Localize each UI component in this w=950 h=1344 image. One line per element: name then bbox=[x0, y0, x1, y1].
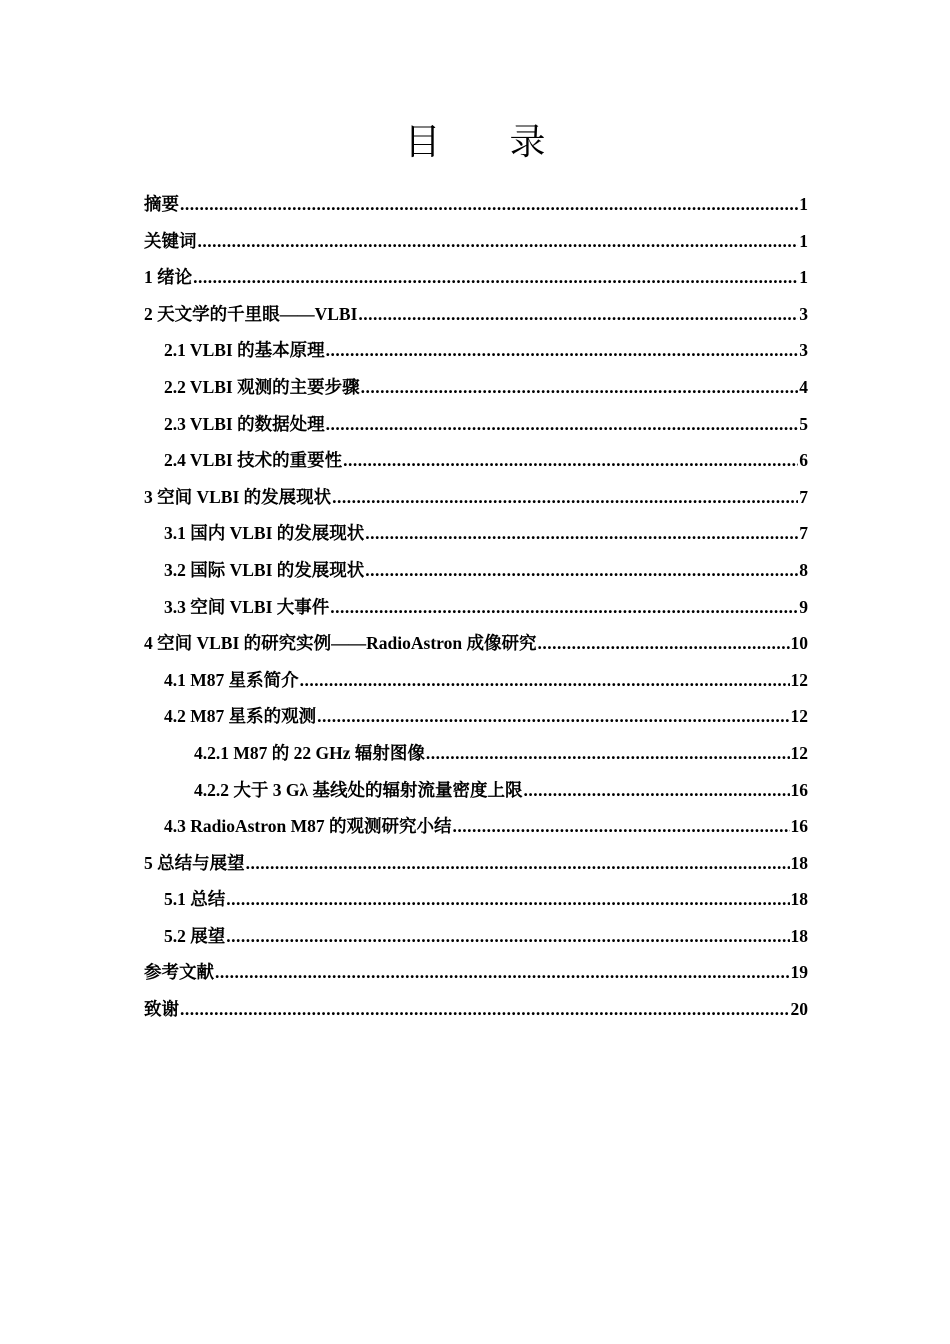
toc-entry-label: 5 总结与展望 bbox=[144, 852, 245, 873]
toc-entry-page-number: 18 bbox=[790, 852, 808, 873]
toc-entry-page-number: 19 bbox=[790, 962, 808, 983]
toc-leader-dots bbox=[246, 845, 790, 882]
toc-entry-page-number: 12 bbox=[790, 742, 808, 763]
toc-leader-dots bbox=[193, 259, 798, 296]
toc-entry-label: 1 绪论 bbox=[144, 267, 193, 288]
toc-entry[interactable] bbox=[144, 808, 808, 845]
toc-entry-label: 5.2 展望 bbox=[164, 925, 226, 946]
toc-leader-dots bbox=[215, 954, 790, 991]
toc-entry-page-number: 12 bbox=[790, 669, 808, 690]
toc-leader-dots bbox=[538, 625, 790, 662]
toc-entry[interactable] bbox=[144, 259, 808, 296]
toc-leader-dots bbox=[452, 808, 789, 845]
toc-entry-label: 2.3 VLBI 的数据处理 bbox=[164, 413, 325, 434]
toc-leader-dots bbox=[198, 223, 799, 260]
toc-entry-page-number: 18 bbox=[790, 925, 808, 946]
toc-leader-dots bbox=[326, 406, 799, 443]
toc-entry-label: 参考文献 bbox=[144, 962, 214, 983]
toc-entry[interactable] bbox=[144, 515, 808, 552]
toc-leader-dots bbox=[365, 515, 798, 552]
toc-entry[interactable] bbox=[144, 442, 808, 479]
toc-entry[interactable] bbox=[144, 186, 808, 223]
toc-leader-dots bbox=[358, 296, 798, 333]
toc-entry[interactable] bbox=[144, 954, 808, 991]
toc-entry-page-number: 16 bbox=[790, 779, 808, 800]
toc-entry[interactable] bbox=[144, 698, 808, 735]
toc-leader-dots bbox=[300, 662, 790, 699]
toc-leader-dots bbox=[365, 552, 798, 589]
toc-entry-page-number: 7 bbox=[799, 486, 808, 507]
toc-entry[interactable] bbox=[144, 662, 808, 699]
toc-entry[interactable] bbox=[144, 406, 808, 443]
toc-entry-page-number: 8 bbox=[799, 559, 808, 580]
toc-entry-page-number: 7 bbox=[799, 523, 808, 544]
toc-leader-dots bbox=[332, 479, 798, 516]
toc-entry[interactable] bbox=[144, 589, 808, 626]
toc-entry-label: 摘要 bbox=[144, 194, 179, 214]
toc-entry[interactable] bbox=[144, 772, 808, 809]
toc-entry[interactable] bbox=[144, 332, 808, 369]
toc-entry-label: 4.2.2 大于 3 Gλ 基线处的辐射流量密度上限 bbox=[194, 779, 523, 800]
toc-entry-page-number: 9 bbox=[799, 596, 808, 617]
toc-entry[interactable] bbox=[144, 625, 808, 662]
toc-entry-label: 2.4 VLBI 技术的重要性 bbox=[164, 450, 343, 471]
toc-entry-label: 2.2 VLBI 观测的主要步骤 bbox=[164, 376, 360, 397]
toc-entry[interactable] bbox=[144, 735, 808, 772]
toc-entry-label: 致谢 bbox=[144, 999, 179, 1020]
toc-entry-page-number: 6 bbox=[799, 450, 808, 471]
toc-entry[interactable] bbox=[144, 991, 808, 1028]
toc-entry-page-number: 5 bbox=[799, 413, 808, 434]
toc-entry[interactable] bbox=[144, 296, 808, 333]
toc-leader-dots bbox=[317, 698, 789, 735]
toc-entry-page-number: 1 bbox=[799, 267, 808, 288]
toc-leader-dots bbox=[426, 735, 790, 772]
toc-entry-page-number: 3 bbox=[799, 303, 808, 324]
toc-leader-dots bbox=[180, 991, 790, 1028]
toc-entry-page-number: 20 bbox=[790, 999, 808, 1020]
toc-entry-label: 关键词 bbox=[144, 230, 197, 251]
toc-entry-page-number: 4 bbox=[799, 376, 808, 397]
toc-entry-label: 3.2 国际 VLBI 的发展现状 bbox=[164, 559, 365, 580]
toc-entry-page-number: 12 bbox=[790, 706, 808, 727]
toc-entry-label: 5.1 总结 bbox=[164, 889, 226, 910]
toc-entry-page-number: 3 bbox=[799, 340, 808, 361]
toc-entry[interactable] bbox=[144, 845, 808, 882]
toc-entry-label: 4.1 M87 星系简介 bbox=[164, 669, 299, 690]
toc-entry-label: 3 空间 VLBI 的发展现状 bbox=[144, 486, 332, 507]
toc-entry-page-number: 1 bbox=[799, 194, 808, 214]
toc-leader-dots bbox=[226, 881, 789, 918]
toc-leader-dots bbox=[180, 186, 798, 223]
toc-entry-label: 2 天文学的千里眼——VLBI bbox=[144, 303, 358, 324]
toc-entry[interactable] bbox=[144, 918, 808, 955]
toc-entry[interactable] bbox=[144, 552, 808, 589]
toc-entry[interactable] bbox=[144, 479, 808, 516]
toc-entry-page-number: 18 bbox=[790, 889, 808, 910]
toc-entry-label: 4.2.1 M87 的 22 GHz 辐射图像 bbox=[194, 742, 425, 763]
toc-entry-label: 2.1 VLBI 的基本原理 bbox=[164, 340, 325, 361]
toc-leader-dots bbox=[326, 332, 799, 369]
toc-entry-label: 3.1 国内 VLBI 的发展现状 bbox=[164, 523, 365, 544]
toc-entry-label: 3.3 空间 VLBI 大事件 bbox=[164, 596, 330, 617]
toc-entry-label: 4 空间 VLBI 的研究实例——RadioAstron 成像研究 bbox=[144, 633, 537, 654]
toc-leader-dots bbox=[523, 772, 789, 809]
toc-entry-label: 4.2 M87 星系的观测 bbox=[164, 706, 317, 727]
toc-entry-page-number: 10 bbox=[790, 633, 808, 654]
table-of-contents bbox=[144, 186, 808, 1028]
toc-leader-dots bbox=[343, 442, 798, 479]
toc-entry[interactable] bbox=[144, 369, 808, 406]
toc-entry[interactable] bbox=[144, 881, 808, 918]
toc-leader-dots bbox=[226, 918, 789, 955]
page-title: 目 录 bbox=[404, 122, 576, 162]
toc-entry[interactable] bbox=[144, 223, 808, 260]
toc-entry-page-number: 16 bbox=[790, 816, 808, 837]
toc-entry-label: 4.3 RadioAstron M87 的观测研究小结 bbox=[164, 816, 452, 837]
toc-entry-page-number: 1 bbox=[799, 230, 808, 251]
toc-leader-dots bbox=[330, 589, 798, 626]
toc-leader-dots bbox=[361, 369, 799, 406]
